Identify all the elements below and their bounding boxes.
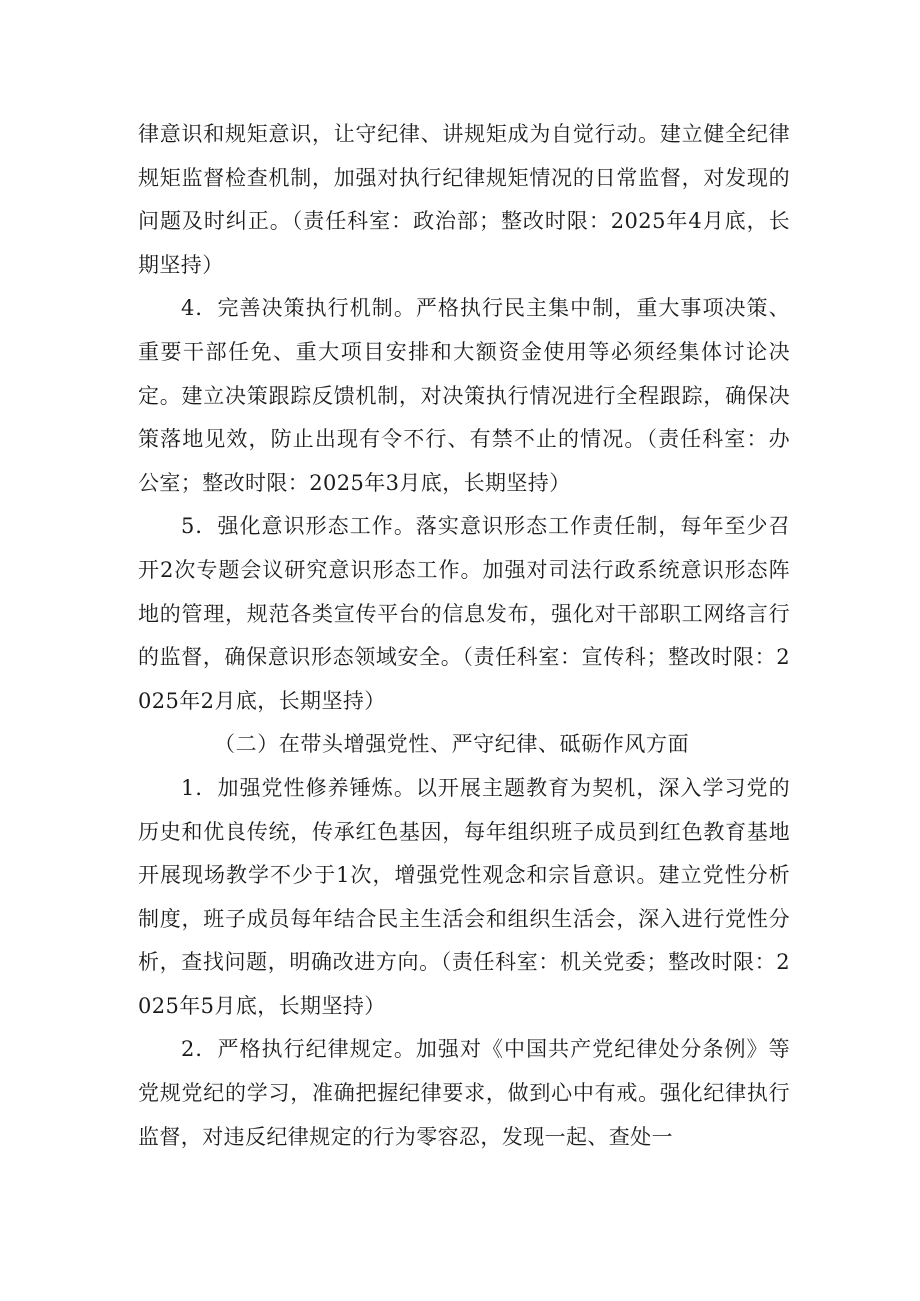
paragraph-section2-item-1: 1．加强党性修养锤炼。以开展主题教育为契机，深入学习党的历史和优良传统，传承红色基因，每年组织班子成员到红色教育基地开展现场教学不少于1次，增强党性观念和宗旨意识。建立党性分析制度，班子成员每年结合民主生活会和组织生活会，深入进行党性分析，查找问题，明确改进方向。（责任科室：机关党委；整改时限：2025年5月底，长期坚持） [138,775,790,1018]
paragraph-item-4: 4．完善决策执行机制。严格执行民主集中制，重大事项决策、重要干部任免、重大项目安排和大额资金使用等必须经集体讨论决定。建立决策跟踪反馈机制，对决策执行情况进行全程跟踪，确保决策落地见效，防止出现有令不行、有禁不止的情况。（责任科室：办公室；整改时限：2025年3月底，长期坚持） [138,296,790,495]
paragraph-section2-item-2: 2．严格执行纪律规定。加强对《中国共产党纪律处分条例》等党规党纪的学习，准确把握纪律要求，做到心中有戒。强化纪律执行监督，对违反纪律规定的行为零容忍，发现一起、查处一 [138,1037,790,1149]
paragraph-item-5: 5．强化意识形态工作。落实意识形态工作责任制，每年至少召开2次专题会议研究意识形态工作。加强对司法行政系统意识形态阵地的管理，规范各类宣传平台的信息发布，强化对干部职工网络言行的监督，确保意识形态领域安全。（责任科室：宣传科；整改时限：2025年2月底，长期坚持） [138,514,790,713]
paragraph-continued: 律意识和规矩意识，让守纪律、讲规矩成为自觉行动。建立健全纪律规矩监督检查机制，加强对执行纪律规矩情况的日常监督，对发现的问题及时纠正。（责任科室：政治部；整改时限：2025年4月底，长期坚持） [138,122,790,277]
document-page [138,113,790,1159]
section-heading: （二）在带头增强党性、严守纪律、砥砺作风方面 [214,732,690,757]
